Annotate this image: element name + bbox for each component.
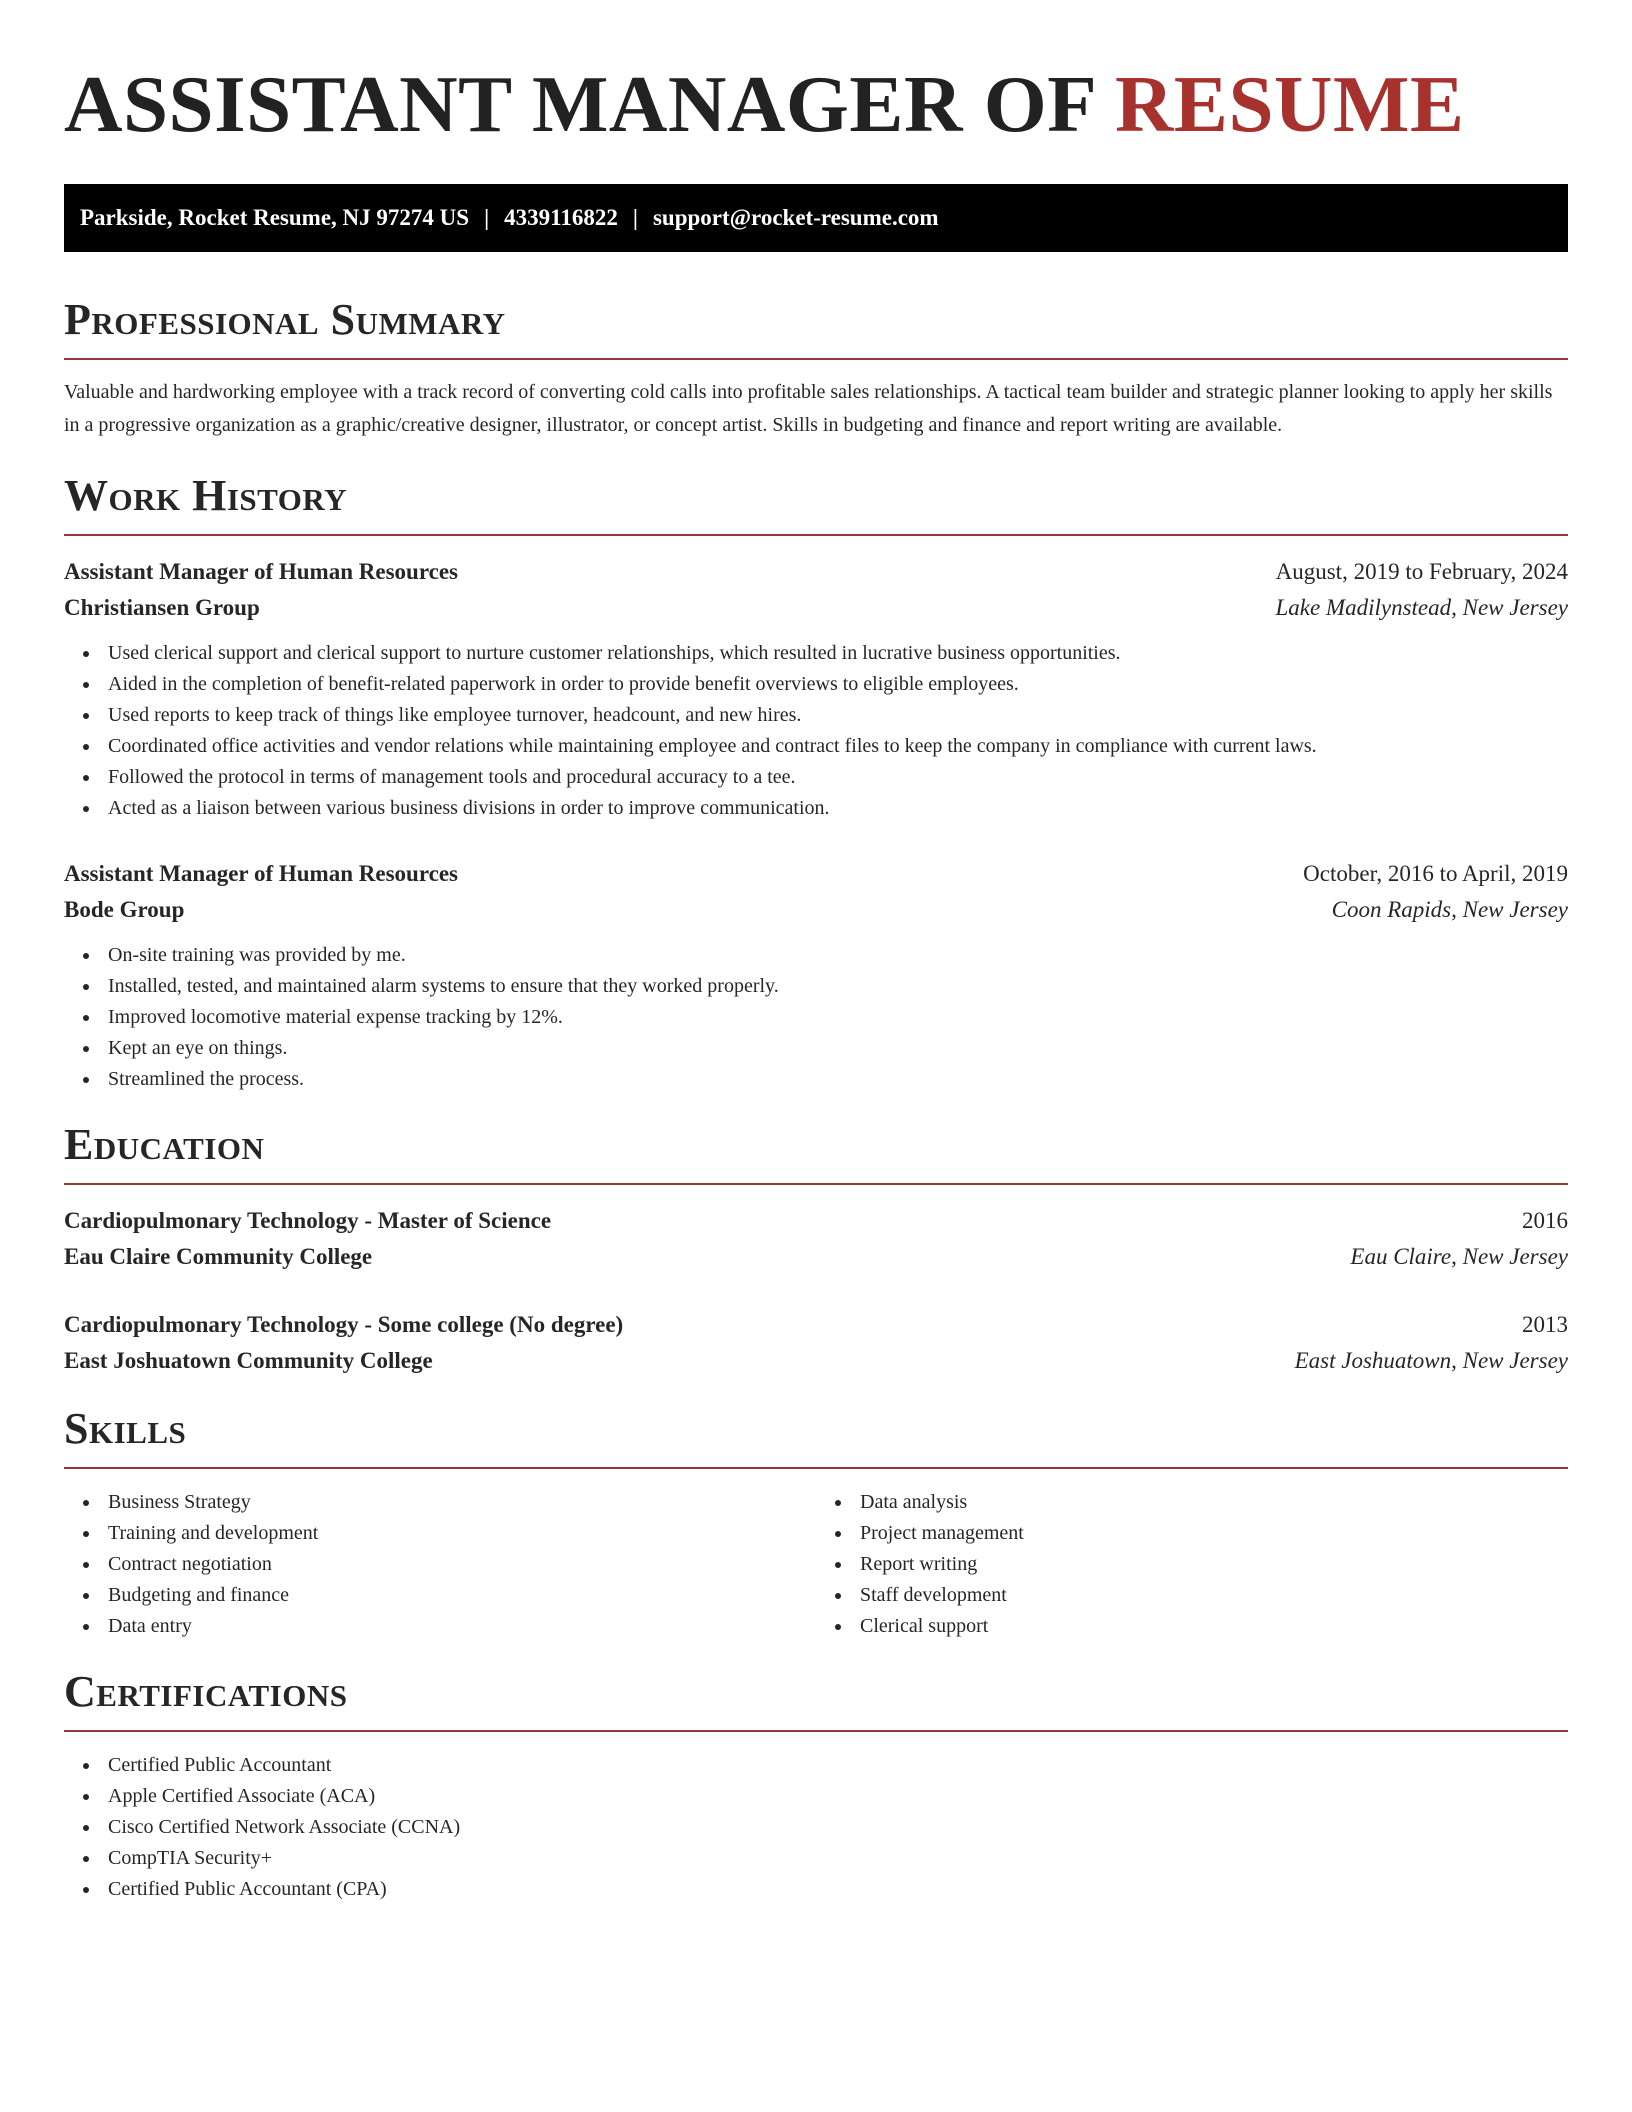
education-location: Eau Claire, New Jersey [1350, 1244, 1568, 1269]
certification-item: Certified Public Accountant [108, 1750, 1568, 1781]
skills-section [64, 1403, 1568, 1642]
certification-item: Certified Public Accountant (CPA) [108, 1874, 1568, 1905]
skill-item: Budgeting and finance [108, 1580, 816, 1611]
education-degree: Cardiopulmonary Technology - Master of Science [64, 1208, 552, 1233]
work-history-section [64, 470, 1568, 1095]
education-year: 2013 [1522, 1312, 1568, 1337]
job-entry [64, 856, 1568, 1095]
certifications-section [64, 1666, 1568, 1905]
skill-item: Contract negotiation [108, 1549, 816, 1580]
contact-bar [64, 184, 1568, 252]
section-heading: Certifications [64, 1667, 348, 1716]
list-item: Coordinated office activities and vendor relations while maintaining employee and contract files to keep the company in compliance with current laws. [108, 731, 1568, 762]
contact-address: Parkside, Rocket Resume, NJ 97274 US [80, 205, 470, 230]
list-item: Streamlined the process. [108, 1064, 1568, 1095]
section-divider [64, 534, 1568, 536]
job-title: Assistant Manager of Human Resources [64, 861, 458, 886]
job-bullets [64, 638, 1568, 824]
education-year: 2016 [1522, 1208, 1568, 1233]
skill-item: Data entry [108, 1611, 816, 1642]
section-heading: Work History [64, 471, 348, 520]
section-divider [64, 358, 1568, 360]
education-school: Eau Claire Community College [64, 1244, 373, 1269]
section-heading: Skills [64, 1404, 187, 1453]
title-main: ASSISTANT MANAGER OF [64, 59, 1115, 149]
contact-email: support@rocket-resume.com [652, 205, 939, 230]
list-item: Followed the protocol in terms of management tools and procedural accuracy to a tee. [108, 762, 1568, 793]
job-dates: October, 2016 to April, 2019 [1303, 861, 1568, 886]
section-heading: Education [64, 1120, 265, 1169]
job-location: Coon Rapids, New Jersey [1331, 897, 1568, 922]
education-degree: Cardiopulmonary Technology - Some college (No degree) [64, 1312, 624, 1337]
certification-item: Apple Certified Associate (ACA) [108, 1781, 1568, 1812]
education-entry [64, 1307, 1568, 1379]
certification-list [64, 1750, 1568, 1905]
contact-separator: | [484, 205, 490, 230]
job-bullets [64, 940, 1568, 1095]
skill-item: Data analysis [860, 1487, 1568, 1518]
job-dates: August, 2019 to February, 2024 [1275, 559, 1568, 584]
title-accent: RESUME [1114, 59, 1465, 149]
skills-column-left [64, 1487, 816, 1642]
job-entry [64, 554, 1568, 824]
job-title: Assistant Manager of Human Resources [64, 559, 458, 584]
skill-item: Training and development [108, 1518, 816, 1549]
summary-section [64, 294, 1568, 442]
skill-item: Project management [860, 1518, 1568, 1549]
certification-item: Cisco Certified Network Associate (CCNA) [108, 1812, 1568, 1843]
education-entry [64, 1203, 1568, 1275]
list-item: Installed, tested, and maintained alarm systems to ensure that they worked properly. [108, 971, 1568, 1002]
skills-grid [64, 1487, 1568, 1642]
list-item: Aided in the completion of benefit-related paperwork in order to provide benefit overviews to eligible employees. [108, 669, 1568, 700]
list-item: Used clerical support and clerical support to nurture customer relationships, which resulted in lucrative business opportunities. [108, 638, 1568, 669]
section-heading: Professional Summary [64, 295, 506, 344]
summary-text: Valuable and hardworking employee with a track record of converting cold calls into profitable sales relationships. A tactical team builder and strategic planner looking to apply her skills in a progressive organization as a graphic/creative designer, illustrator, or concept artist. Skills in budgeting and finance and report writing are available. [64, 381, 1553, 436]
skill-item: Staff development [860, 1580, 1568, 1611]
contact-phone: 4339116822 [504, 205, 618, 230]
list-item: Improved locomotive material expense tracking by 12%. [108, 1002, 1568, 1033]
section-divider [64, 1183, 1568, 1185]
education-section [64, 1119, 1568, 1379]
job-location: Lake Madilynstead, New Jersey [1275, 595, 1568, 620]
skills-column-right [816, 1487, 1568, 1642]
certification-item: CompTIA Security+ [108, 1843, 1568, 1874]
job-company: Christiansen Group [64, 595, 260, 620]
education-location: East Joshuatown, New Jersey [1294, 1348, 1568, 1373]
job-company: Bode Group [64, 897, 185, 922]
education-school: East Joshuatown Community College [64, 1348, 433, 1373]
list-item: Used reports to keep track of things like employee turnover, headcount, and new hires. [108, 700, 1568, 731]
list-item: Acted as a liaison between various business divisions in order to improve communication. [108, 793, 1568, 824]
skill-item: Business Strategy [108, 1487, 816, 1518]
skill-item: Report writing [860, 1549, 1568, 1580]
list-item: On-site training was provided by me. [108, 940, 1568, 971]
list-item: Kept an eye on things. [108, 1033, 1568, 1064]
section-divider [64, 1730, 1568, 1732]
section-divider [64, 1467, 1568, 1469]
resume-title [64, 58, 1568, 150]
contact-separator: | [632, 205, 638, 230]
skill-item: Clerical support [860, 1611, 1568, 1642]
